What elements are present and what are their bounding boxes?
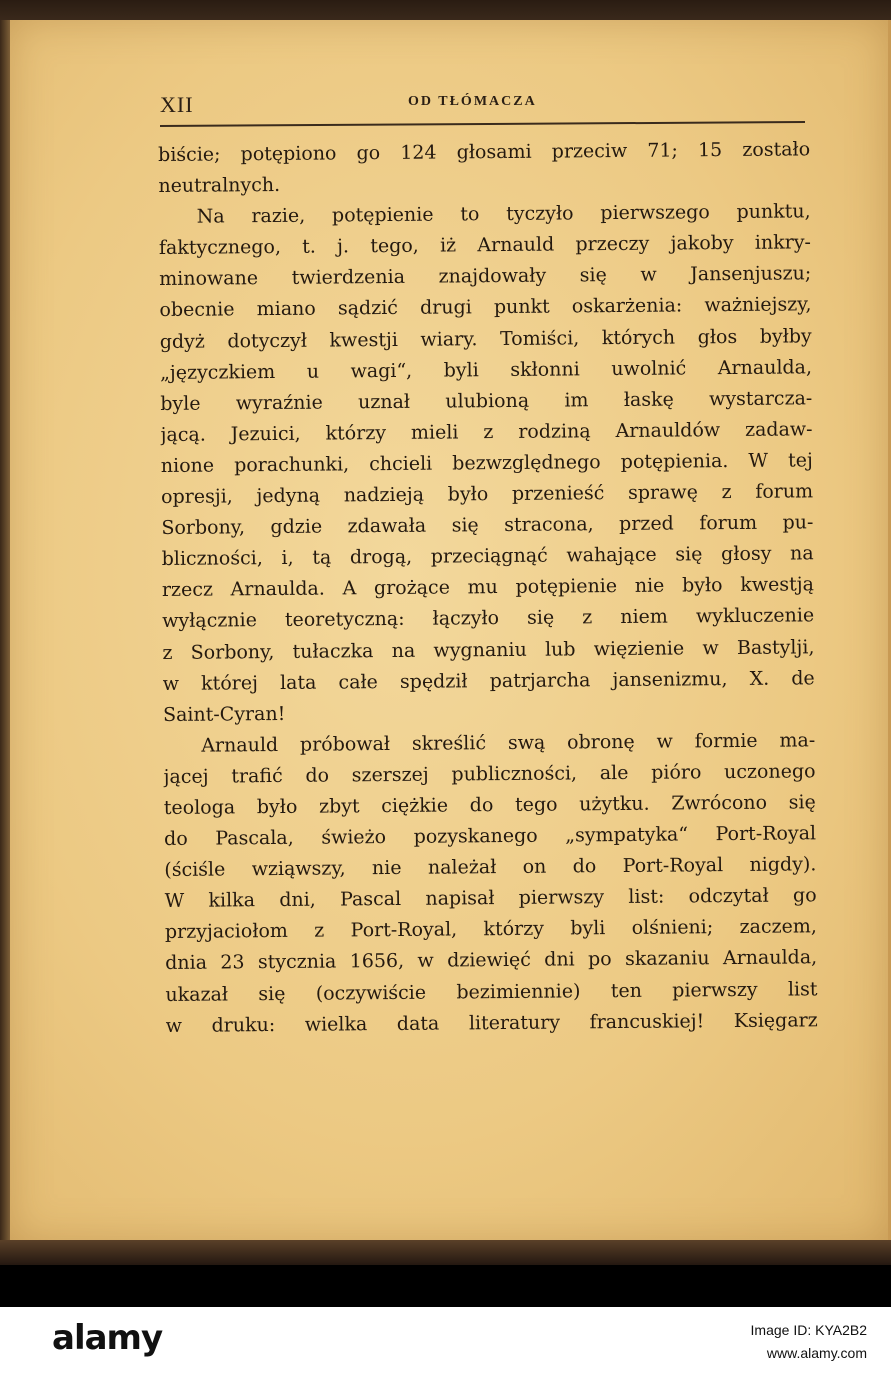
text-line: w której lata całe spędził patrjarcha jansenizmu, X. de — [162, 666, 815, 695]
text-line: opresji, jedyną nadzieją było przenieść sprawę z forum — [161, 480, 814, 509]
text-line: „języczkiem u wagi“, byli skłonni uwolnić Arnaulda, — [159, 355, 813, 384]
text-line: gdyż dotyczył kwestji wiary. Tomiści, których głos byłby — [159, 324, 812, 353]
stock-logo: alamy — [52, 1318, 163, 1358]
book-top-edge — [0, 0, 891, 22]
text-line: Na razie, potępienie to tyczyło pierwszego punktu, — [196, 200, 811, 228]
text-line: W kilka dni, Pascal napisał pierwszy list: odczytał go — [164, 884, 817, 913]
body-text — [158, 134, 818, 1041]
stock-url: www.alamy.com — [766, 1345, 867, 1361]
text-line: nione porachunki, chcieli bezwzględnego potępienia. W tej — [160, 449, 813, 477]
text-line: bliczności, i, tą drogą, przeciągnąć wahające się głosy na — [161, 542, 814, 571]
stock-image-id: Image ID: KYA2B2 — [750, 1322, 867, 1338]
text-line: z Sorbony, tułaczka na wygnaniu lub więzienie w Bastylji, — [162, 635, 815, 664]
text-line: jącą. Jezuici, którzy mieli z rodziną Arnauldów zadaw- — [160, 418, 813, 446]
running-head: OD TŁÓMACZA — [408, 94, 537, 109]
text-line: ukazał się (oczywiście bezimiennie) ten pierwszy list — [165, 977, 818, 1006]
text-line: Arnauld próbował skreślić swą obronę w formie ma- — [201, 729, 816, 757]
page-number: XII — [160, 92, 194, 117]
text-line: przyjaciołom z Port-Royal, którzy byli olśnieni; zaczem, — [164, 915, 817, 944]
header-rule — [160, 121, 805, 127]
text-line: rzecz Arnaulda. A grożące mu potępienie nie było kwestją — [161, 573, 815, 602]
text-line: dnia 23 stycznia 1656, w dziewięć dni po skazaniu Arnaulda, — [165, 946, 818, 975]
book-bottom-edge — [0, 1240, 891, 1265]
text-line: Saint-Cyran! — [162, 702, 286, 726]
text-line: Sorbony, gdzie zdawała się stracona, przed forum pu- — [161, 511, 814, 540]
text-line: byle wyraźnie uznał ulubioną im łaskę wystarcza- — [160, 387, 813, 415]
text-line: faktycznego, t. j. tego, iż Arnauld przeczy jakoby inkry- — [158, 231, 812, 260]
text-line: w druku: wielka data literatury francuskiej! Księgarz — [165, 1008, 818, 1037]
text-line: do Pascala, świeżo pozyskanego „sympatyka“ Port-Royal — [164, 822, 817, 851]
text-line: teologa było zbyt ciężkie do tego użytku. Zwrócono się — [163, 791, 816, 819]
text-line: obecnie miano sądzić drugi punkt oskarżenia: ważniejszy, — [159, 293, 812, 322]
text-line: jącej trafić do szerszej publiczności, ale pióro uczonego — [163, 760, 816, 788]
text-line: wyłącznie teoretyczną: łączyło się z niem wykluczenie — [162, 604, 815, 633]
text-line: neutralnych. — [158, 174, 281, 198]
page-header — [160, 92, 810, 128]
stock-watermark-band — [0, 1265, 891, 1307]
text-line: minowane twierdzenia znajdowały się w Jansenjuszu; — [159, 262, 812, 291]
text-line: biście; potępiono go 124 głosami przeciw 71; 15 zostało — [158, 138, 811, 166]
text-line: (ściśle wziąwszy, nie należał on do Port-Royal nigdy). — [164, 853, 817, 882]
